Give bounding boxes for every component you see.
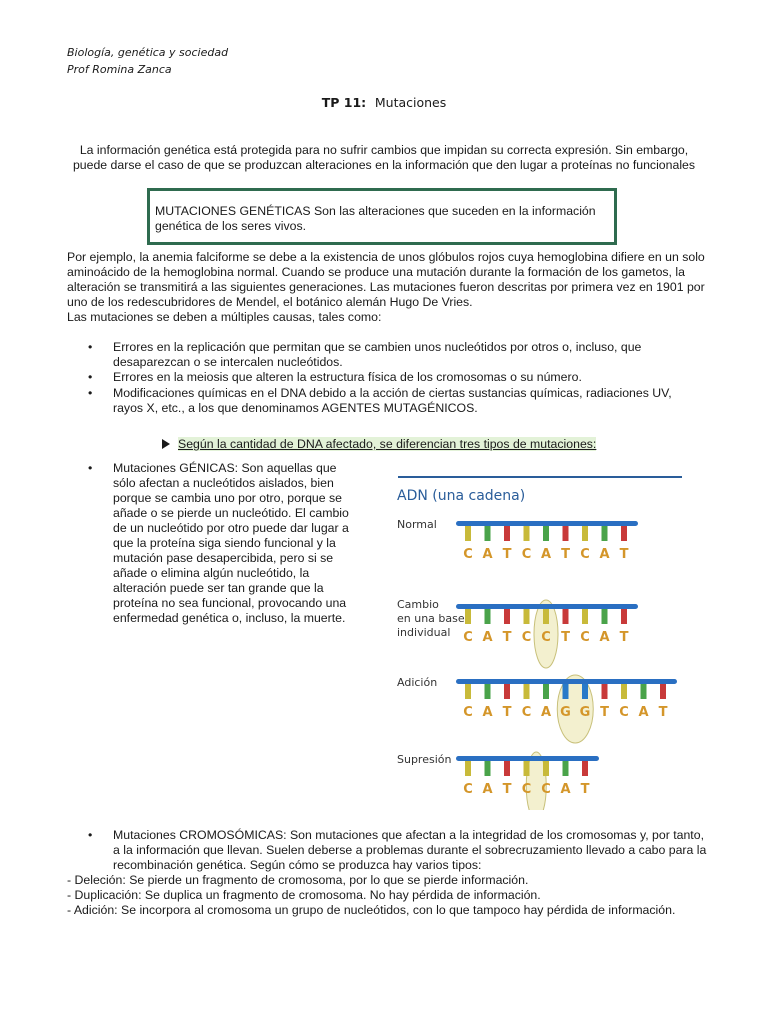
definition-box: MUTACIONES GENÉTICAS Son las alteraciones que suceden en la información genética de los seres vivos. bbox=[147, 188, 617, 245]
row-label: Supresión bbox=[397, 753, 452, 766]
base-letter: A bbox=[540, 547, 552, 562]
row-label: individual bbox=[397, 626, 451, 639]
row-label: Normal bbox=[397, 518, 437, 531]
base-letter: C bbox=[619, 705, 629, 720]
base-letter: A bbox=[482, 705, 493, 720]
base-tick bbox=[621, 684, 627, 699]
base-letter: T bbox=[561, 630, 570, 645]
base-tick bbox=[485, 761, 491, 776]
diagram-title: ADN (una cadena) bbox=[397, 488, 526, 504]
bullet-marker: • bbox=[88, 370, 93, 384]
base-tick bbox=[641, 684, 647, 699]
paragraph-example: Por ejemplo, la anemia falciforme se debe a la existencia de unos glóbulos rojos cuya hemoglobina difiere en un solo aminoácido de la hemoglobina normal. Cuando se produce una mutación durante la formación de los gametos, la alteración se transmitirá a las siguientes generaciones. Las mutaciones fueron descritas por primera vez en 1901 por uno de los redescubridores de Mendel, el botánico alemán Hugo De Vries. bbox=[67, 250, 705, 309]
genicas-paragraph: Mutaciones GÉNICAS: Son aquellas que sólo afectan a nucleótidos aislados, bien porque se cambia uno por otro, porque se añade o se pierde un nucleótido. El cambio de un nucleótido por otro puede dar lugar a que la proteína siga siendo funcional y la mutación pase desapercibida, pero si se añade o elimina algún nucleótido, la alteración puede ser tan grande que la proteína no sea funcional, provocando una enfermedad genética o, incluso, la muerte. bbox=[113, 461, 349, 625]
base-tick bbox=[504, 684, 510, 699]
base-letter: T bbox=[619, 630, 629, 645]
base-letter: C bbox=[521, 547, 532, 562]
bullet-marker: • bbox=[88, 386, 93, 400]
base-letter: C bbox=[463, 705, 473, 720]
base-letter: C bbox=[580, 630, 590, 645]
base-letter: C bbox=[463, 782, 473, 797]
base-tick bbox=[582, 526, 588, 541]
page-title bbox=[0, 95, 768, 110]
base-letter: T bbox=[580, 782, 590, 797]
dna-backbone bbox=[456, 604, 638, 609]
base-letter: A bbox=[599, 630, 610, 645]
base-tick bbox=[563, 526, 569, 541]
base-tick bbox=[524, 761, 530, 776]
title-topic: Mutaciones bbox=[374, 95, 447, 110]
base-letter: A bbox=[638, 705, 649, 720]
row-label: Adición bbox=[397, 676, 438, 689]
base-tick bbox=[602, 684, 608, 699]
base-tick bbox=[465, 684, 471, 699]
cause-item-1: Errores en la replicación que permitan que se cambien unos nucleótidos por otros o, incluso, que desaparezcan o se intercalen nucleótidos. bbox=[113, 340, 642, 369]
base-tick bbox=[563, 761, 569, 776]
base-tick bbox=[485, 526, 491, 541]
base-tick bbox=[543, 684, 549, 699]
base-letter: T bbox=[502, 782, 512, 797]
base-tick bbox=[524, 684, 530, 699]
base-letter: C bbox=[521, 705, 532, 720]
paragraph-causes-intro: Las mutaciones se deben a múltiples causas, tales como: bbox=[67, 310, 382, 324]
base-letter: G bbox=[560, 705, 571, 720]
base-tick bbox=[602, 526, 608, 541]
base-tick bbox=[504, 609, 510, 624]
row-label: Cambio bbox=[397, 598, 439, 611]
chromosomal-type-2: - Duplicación: Se duplica un fragmento de cromosoma. No hay pérdida de información. bbox=[67, 888, 541, 902]
base-letter: A bbox=[482, 630, 493, 645]
intro-paragraph: La información genética está protegida para no sufrir cambios que impidan su correcta expresión. Sin embargo, puede darse el caso de que se produzcan alteraciones en la información que den lugar a proteínas no funcionales bbox=[72, 143, 696, 172]
base-tick bbox=[563, 609, 569, 624]
base-letter: C bbox=[541, 782, 551, 797]
base-tick bbox=[582, 684, 588, 699]
dna-backbone bbox=[456, 756, 599, 761]
base-tick bbox=[504, 526, 510, 541]
base-tick bbox=[465, 761, 471, 776]
title-label: TP 11: bbox=[321, 95, 367, 110]
base-tick bbox=[621, 609, 627, 624]
base-letter: C bbox=[463, 547, 473, 562]
base-tick bbox=[485, 609, 491, 624]
cause-item-3: Modificaciones químicas en el DNA debido a la acción de ciertas sustancias químicas, radiaciones UV, rayos X, etc., a los que denominamos AGENTES MUTAGÉNICOS. bbox=[113, 386, 672, 415]
base-letter: T bbox=[619, 547, 629, 562]
base-tick bbox=[582, 609, 588, 624]
base-letter: C bbox=[463, 630, 473, 645]
bullet-marker: • bbox=[88, 340, 93, 354]
base-letter: A bbox=[482, 547, 493, 562]
teacher-name: Prof Romina Zanca bbox=[67, 63, 172, 76]
base-letter: C bbox=[580, 547, 590, 562]
base-tick bbox=[563, 684, 569, 699]
chromosomal-type-1: - Deleción: Se pierde un fragmento de cromosoma, por lo que se pierde información. bbox=[67, 873, 529, 887]
types-heading-text: Según la cantidad de DNA afectado, se diferencian tres tipos de mutaciones: bbox=[178, 437, 597, 451]
base-tick bbox=[524, 609, 530, 624]
base-tick bbox=[602, 609, 608, 624]
base-letter: C bbox=[521, 630, 532, 645]
row-label: en una base bbox=[397, 612, 465, 625]
base-letter: A bbox=[599, 547, 610, 562]
chromosomal-type-3: - Adición: Se incorpora al cromosoma un grupo de nucleótidos, con lo que tampoco hay pérdida de información. bbox=[67, 903, 676, 917]
base-letter: A bbox=[540, 705, 552, 720]
base-letter: C bbox=[521, 782, 532, 797]
base-letter: T bbox=[502, 630, 512, 645]
course-name: Biología, genética y sociedad bbox=[67, 46, 229, 59]
base-tick bbox=[543, 761, 549, 776]
bullet-marker: • bbox=[88, 461, 93, 475]
base-letter: G bbox=[579, 705, 591, 720]
dna-backbone bbox=[456, 521, 638, 526]
base-tick bbox=[582, 761, 588, 776]
base-tick bbox=[543, 609, 549, 624]
base-letter: T bbox=[561, 547, 570, 562]
dna-backbone bbox=[456, 679, 677, 684]
dna-rows bbox=[397, 518, 677, 810]
bullet-marker: • bbox=[88, 828, 93, 842]
base-letter: T bbox=[502, 547, 512, 562]
base-tick bbox=[543, 526, 549, 541]
arrow-bullet-icon bbox=[162, 439, 170, 449]
base-letter: T bbox=[600, 705, 609, 720]
base-letter: C bbox=[541, 630, 551, 645]
base-letter: A bbox=[560, 782, 571, 797]
base-letter: T bbox=[502, 705, 512, 720]
base-tick bbox=[621, 526, 627, 541]
base-tick bbox=[660, 684, 666, 699]
cromosomicas-paragraph: Mutaciones CROMOSÓMICAS: Son mutaciones que afectan a la integridad de los cromosomas y, por tanto, a la información que llevan. Suelen deberse a problemas durante el sobrecruzamiento llevado a cabo para la recombinación genética. Según cómo se produzca hay varios tipos: bbox=[113, 828, 707, 872]
base-letter: T bbox=[658, 705, 668, 720]
base-tick bbox=[485, 684, 491, 699]
base-tick bbox=[465, 609, 471, 624]
cause-item-2: Errores en la meiosis que alteren la estructura física de los cromosomas o su número. bbox=[113, 370, 582, 384]
base-tick bbox=[524, 526, 530, 541]
base-tick bbox=[465, 526, 471, 541]
types-heading bbox=[162, 437, 596, 452]
dna-mutation-diagram bbox=[380, 470, 700, 810]
base-letter: A bbox=[482, 782, 493, 797]
base-tick bbox=[504, 761, 510, 776]
